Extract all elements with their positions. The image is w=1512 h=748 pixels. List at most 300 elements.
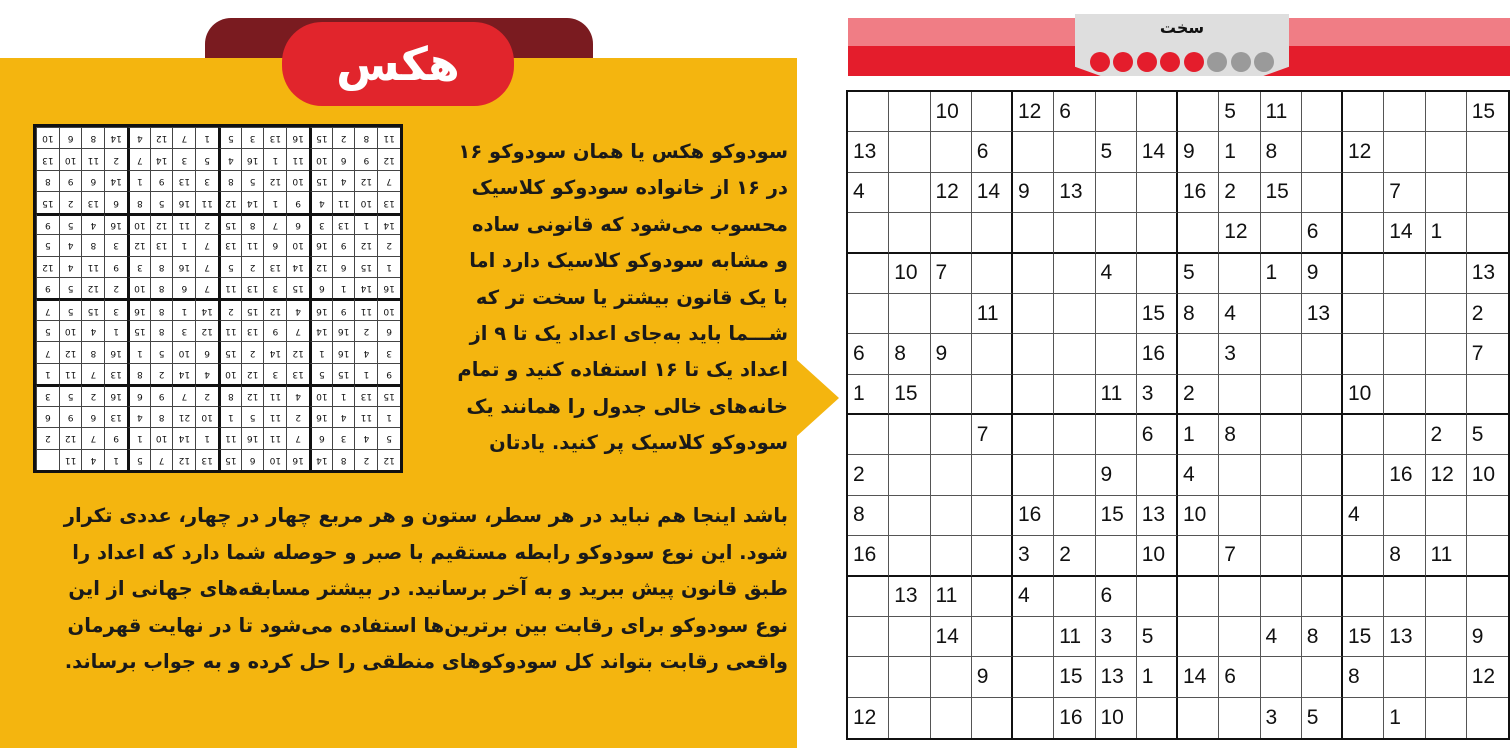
solution-cell: 8	[241, 213, 264, 234]
sudoku-cell[interactable]: 12	[1426, 455, 1467, 495]
sudoku-cell[interactable]	[1467, 698, 1508, 738]
sudoku-cell[interactable]	[1426, 617, 1467, 657]
sudoku-cell[interactable]	[931, 455, 972, 495]
sudoku-cell[interactable]	[1219, 496, 1260, 536]
solution-cell: 5	[218, 127, 241, 148]
sudoku-cell[interactable]: 10	[931, 92, 972, 132]
sudoku-cell[interactable]: 10	[1137, 536, 1178, 576]
sudoku-cell[interactable]	[1302, 132, 1343, 172]
sudoku-cell[interactable]: 8	[889, 334, 930, 374]
sudoku-cell[interactable]	[1426, 173, 1467, 213]
sudoku-cell[interactable]: 5	[1178, 254, 1219, 294]
sudoku-cell[interactable]	[972, 92, 1013, 132]
sudoku-cell[interactable]: 2	[848, 455, 889, 495]
sudoku-cell[interactable]	[1384, 132, 1425, 172]
solution-cell: 3	[173, 148, 196, 169]
sudoku-cell[interactable]: 10	[1096, 698, 1137, 738]
sudoku-cell[interactable]	[1013, 455, 1054, 495]
sudoku-cell[interactable]	[889, 415, 930, 455]
sudoku-cell[interactable]: 16	[1384, 455, 1425, 495]
sudoku-cell[interactable]	[1261, 657, 1302, 697]
sudoku-cell[interactable]	[1137, 173, 1178, 213]
sudoku-cell[interactable]	[1384, 294, 1425, 334]
sudoku-cell[interactable]: 6	[848, 334, 889, 374]
sudoku-cell[interactable]	[1013, 657, 1054, 697]
sudoku-cell[interactable]	[1343, 294, 1384, 334]
sudoku-cell[interactable]	[1096, 415, 1137, 455]
sudoku-cell[interactable]	[1219, 455, 1260, 495]
sudoku-cell[interactable]	[1261, 334, 1302, 374]
sudoku-cell[interactable]: 15	[1137, 294, 1178, 334]
sudoku-cell[interactable]: 11	[1426, 536, 1467, 576]
sudoku-cell[interactable]: 9	[1013, 173, 1054, 213]
sudoku-cell[interactable]: 13	[1054, 173, 1095, 213]
sudoku-cell[interactable]: 10	[1343, 375, 1384, 415]
sudoku-cell[interactable]	[848, 577, 889, 617]
sudoku-cell[interactable]: 3	[1096, 617, 1137, 657]
sudoku-cell[interactable]	[931, 496, 972, 536]
sudoku-cell[interactable]	[1426, 294, 1467, 334]
sudoku-cell[interactable]: 8	[1178, 294, 1219, 334]
article-line: باشد اینجا هم نباید در هر سطر، ستون و هر مربع چهار در چهار، عددی تکرار	[63, 504, 788, 527]
sudoku-cell[interactable]	[972, 617, 1013, 657]
sudoku-cell[interactable]: 13	[1302, 294, 1343, 334]
sudoku-cell[interactable]: 9	[1178, 132, 1219, 172]
sudoku-cell[interactable]: 14	[1178, 657, 1219, 697]
sudoku-cell[interactable]	[1302, 577, 1343, 617]
sudoku-cell[interactable]	[1013, 254, 1054, 294]
sudoku-cell[interactable]: 1	[1426, 213, 1467, 253]
sudoku-cell[interactable]	[1013, 334, 1054, 374]
sudoku-cell[interactable]: 5	[1219, 92, 1260, 132]
sudoku-cell[interactable]	[1384, 415, 1425, 455]
solution-cell: 7	[82, 363, 105, 384]
sudoku-cell[interactable]	[1302, 375, 1343, 415]
sudoku-cell[interactable]: 11	[1096, 375, 1137, 415]
sudoku-cell[interactable]	[889, 294, 930, 334]
sudoku-cell[interactable]	[1426, 577, 1467, 617]
sudoku-cell[interactable]	[1343, 536, 1384, 576]
sudoku-cell[interactable]: 13	[848, 132, 889, 172]
sudoku-cell[interactable]	[1302, 92, 1343, 132]
sudoku-cell[interactable]	[1426, 375, 1467, 415]
sudoku-cell[interactable]: 13	[889, 577, 930, 617]
solution-cell: 4	[82, 449, 105, 470]
sudoku-cell[interactable]: 15	[1467, 92, 1508, 132]
solution-cell: 7	[36, 341, 59, 362]
solution-cell: 5	[241, 170, 264, 191]
sudoku-cell[interactable]: 3	[1137, 375, 1178, 415]
sudoku-cell[interactable]	[1178, 617, 1219, 657]
sudoku-cell[interactable]: 5	[1302, 698, 1343, 738]
solution-cell: 1	[355, 213, 378, 234]
sudoku-cell[interactable]: 3	[1013, 536, 1054, 576]
sudoku-cell[interactable]: 8	[1384, 536, 1425, 576]
sudoku-cell[interactable]: 12	[931, 173, 972, 213]
sudoku-cell[interactable]	[972, 698, 1013, 738]
sudoku-cell[interactable]: 11	[1261, 92, 1302, 132]
sudoku-cell[interactable]: 2	[1178, 375, 1219, 415]
sudoku-cell[interactable]: 8	[1302, 617, 1343, 657]
sudoku-cell[interactable]: 9	[1467, 617, 1508, 657]
sudoku-cell[interactable]: 9	[931, 334, 972, 374]
sudoku-cell[interactable]: 10	[1178, 496, 1219, 536]
sudoku-cell[interactable]	[889, 617, 930, 657]
sudoku-cell[interactable]	[1178, 213, 1219, 253]
sudoku-cell[interactable]	[931, 132, 972, 172]
sudoku-cell[interactable]	[1178, 334, 1219, 374]
sudoku-cell[interactable]	[1054, 577, 1095, 617]
sudoku-cell[interactable]: 5	[1096, 132, 1137, 172]
sudoku-cell[interactable]	[1426, 254, 1467, 294]
sudoku-cell[interactable]: 1	[1384, 698, 1425, 738]
sudoku-cell[interactable]: 12	[848, 698, 889, 738]
sudoku-cell[interactable]	[1137, 254, 1178, 294]
sudoku-cell[interactable]: 2	[1467, 294, 1508, 334]
sudoku-cell[interactable]	[1096, 536, 1137, 576]
sudoku-cell[interactable]	[972, 536, 1013, 576]
sudoku-cell[interactable]	[931, 657, 972, 697]
sudoku-cell[interactable]: 5	[1137, 617, 1178, 657]
sudoku-cell[interactable]	[1219, 254, 1260, 294]
sudoku-cell[interactable]: 11	[931, 577, 972, 617]
sudoku-cell[interactable]	[1137, 698, 1178, 738]
sudoku-cell[interactable]	[889, 698, 930, 738]
sudoku-cell[interactable]	[1384, 496, 1425, 536]
sudoku-cell[interactable]	[1054, 415, 1095, 455]
sudoku-cell[interactable]	[1054, 213, 1095, 253]
sudoku-cell[interactable]	[1467, 375, 1508, 415]
sudoku-cell[interactable]	[848, 415, 889, 455]
sudoku-cell[interactable]: 6	[1054, 92, 1095, 132]
sudoku-cell[interactable]	[1343, 415, 1384, 455]
sudoku-cell[interactable]	[972, 496, 1013, 536]
solution-cell: 8	[150, 320, 173, 341]
sudoku-cell[interactable]	[848, 294, 889, 334]
solution-cell: 3	[195, 170, 218, 191]
solution-cell: 1	[195, 427, 218, 448]
sudoku-cell[interactable]	[1343, 577, 1384, 617]
sudoku-cell[interactable]: 3	[1219, 334, 1260, 374]
sudoku-cell[interactable]	[889, 657, 930, 697]
solution-cell: 2	[59, 191, 82, 212]
sudoku-cell[interactable]: 15	[889, 375, 930, 415]
sudoku-cell[interactable]	[1261, 577, 1302, 617]
sudoku-cell[interactable]	[1426, 92, 1467, 132]
sudoku-cell[interactable]	[1137, 213, 1178, 253]
sudoku-cell[interactable]	[1467, 173, 1508, 213]
solution-cell: 8	[82, 127, 105, 148]
sudoku-cell[interactable]	[1384, 577, 1425, 617]
solution-cell: 10	[309, 148, 332, 169]
sudoku-cell[interactable]: 6	[1096, 577, 1137, 617]
sudoku-cell[interactable]: 16	[848, 536, 889, 576]
sudoku-cell[interactable]	[1178, 577, 1219, 617]
solution-cell: 2	[355, 449, 378, 470]
sudoku-cell[interactable]	[1178, 698, 1219, 738]
sudoku-cell[interactable]	[1426, 496, 1467, 536]
sudoku-cell[interactable]: 12	[1219, 213, 1260, 253]
sudoku-cell[interactable]	[1137, 455, 1178, 495]
sudoku-cell[interactable]	[1013, 213, 1054, 253]
solution-cell: 16	[377, 277, 400, 298]
sudoku-cell[interactable]	[931, 375, 972, 415]
sudoku-cell[interactable]	[1302, 455, 1343, 495]
sudoku-cell[interactable]	[1343, 698, 1384, 738]
solution-cell: 6	[173, 277, 196, 298]
solution-cell: 2	[286, 406, 309, 427]
sudoku-cell[interactable]	[1137, 577, 1178, 617]
sudoku-cell[interactable]	[889, 455, 930, 495]
sudoku-cell[interactable]	[848, 657, 889, 697]
sudoku-cell[interactable]	[1096, 173, 1137, 213]
sudoku-cell[interactable]	[1219, 698, 1260, 738]
solution-cell: 1	[377, 406, 400, 427]
sudoku-cell[interactable]	[1384, 254, 1425, 294]
sudoku-cell[interactable]: 8	[1343, 657, 1384, 697]
sudoku-cell[interactable]	[889, 132, 930, 172]
sudoku-cell[interactable]	[1054, 132, 1095, 172]
sudoku-cell[interactable]	[889, 173, 930, 213]
solution-cell: 10	[36, 127, 59, 148]
sudoku-cell[interactable]	[889, 92, 930, 132]
sudoku-cell[interactable]	[1261, 415, 1302, 455]
sudoku-cell[interactable]	[1261, 496, 1302, 536]
solution-cell: 13	[241, 320, 264, 341]
sudoku-cell[interactable]: 1	[1137, 657, 1178, 697]
sudoku-cell[interactable]: 12	[1467, 657, 1508, 697]
sudoku-cell[interactable]	[1096, 334, 1137, 374]
sudoku-cell[interactable]: 8	[848, 496, 889, 536]
sudoku-cell[interactable]: 15	[1343, 617, 1384, 657]
sudoku-cell[interactable]: 4	[848, 173, 889, 213]
solution-cell: 11	[241, 234, 264, 255]
sudoku-cell[interactable]: 15	[1261, 173, 1302, 213]
sudoku-cell[interactable]: 4	[1261, 617, 1302, 657]
sudoku-cell[interactable]	[1343, 92, 1384, 132]
sudoku-cell[interactable]: 16	[1178, 173, 1219, 213]
sudoku-cell[interactable]: 16	[1013, 496, 1054, 536]
article-line: سودوکو هکس یا همان سودوکو ۱۶	[458, 140, 788, 163]
sudoku-cell[interactable]	[889, 213, 930, 253]
sudoku-cell[interactable]	[1302, 496, 1343, 536]
sudoku-cell[interactable]	[1013, 132, 1054, 172]
solution-cell: 14	[173, 427, 196, 448]
sudoku-cell[interactable]	[1054, 254, 1095, 294]
sudoku-cell[interactable]	[1178, 92, 1219, 132]
sudoku-cell[interactable]	[931, 536, 972, 576]
solution-cell: 4	[82, 213, 105, 234]
sudoku-cell[interactable]: 9	[1096, 455, 1137, 495]
sudoku-cell[interactable]	[1426, 334, 1467, 374]
sudoku-cell[interactable]: 6	[972, 132, 1013, 172]
sudoku-cell[interactable]: 13	[1137, 496, 1178, 536]
sudoku-cell[interactable]	[1261, 213, 1302, 253]
article-line: نوع سودوکو برای رقابت بین برترین‌ها استفاده می‌شود تا در نهایت قهرمان	[67, 613, 788, 637]
sudoku-cell[interactable]: 4	[1013, 577, 1054, 617]
sudoku-cell[interactable]	[1302, 536, 1343, 576]
sudoku-cell[interactable]	[1137, 92, 1178, 132]
sudoku-cell[interactable]	[848, 213, 889, 253]
sudoku-cell[interactable]: 13	[1096, 657, 1137, 697]
sudoku-cell[interactable]: 7	[931, 254, 972, 294]
sudoku-cell[interactable]	[1013, 617, 1054, 657]
sudoku-cell[interactable]	[972, 455, 1013, 495]
sudoku-cell[interactable]	[1096, 213, 1137, 253]
sudoku-cell[interactable]	[1261, 455, 1302, 495]
sudoku-cell[interactable]: 7	[1219, 536, 1260, 576]
sudoku-cell[interactable]	[889, 496, 930, 536]
sudoku-cell[interactable]	[1384, 375, 1425, 415]
sudoku-cell[interactable]: 13	[1384, 617, 1425, 657]
solution-cell: 8	[150, 277, 173, 298]
sudoku-cell[interactable]	[1302, 334, 1343, 374]
sudoku-cell[interactable]: 4	[1178, 455, 1219, 495]
sudoku-cell[interactable]: 15	[1054, 657, 1095, 697]
solution-cell: 1	[195, 127, 218, 148]
solution-cell: 1	[264, 148, 287, 169]
sudoku-cell[interactable]	[1261, 375, 1302, 415]
sudoku-cell[interactable]: 7	[1467, 334, 1508, 374]
solution-cell: 1	[104, 320, 127, 341]
sudoku-cell[interactable]: 11	[1054, 617, 1095, 657]
sudoku-cell[interactable]	[1261, 294, 1302, 334]
solution-cell: 13	[82, 191, 105, 212]
sudoku-cell[interactable]	[1343, 334, 1384, 374]
sudoku-cell[interactable]	[1384, 92, 1425, 132]
sudoku-cell[interactable]	[1302, 415, 1343, 455]
solution-cell: 1	[36, 363, 59, 384]
sudoku-cell[interactable]: 9	[1302, 254, 1343, 294]
article-line: و مشابه سودوکو کلاسیک دارد اما	[469, 249, 788, 273]
solution-cell: 15	[332, 363, 355, 384]
sudoku-cell[interactable]	[1013, 698, 1054, 738]
sudoku-cell[interactable]: 12	[1343, 132, 1384, 172]
sudoku-cell[interactable]	[931, 415, 972, 455]
solution-cell: 6	[377, 320, 400, 341]
sudoku-cell[interactable]: 8	[1261, 132, 1302, 172]
sudoku-cell[interactable]	[1467, 536, 1508, 576]
sudoku-cell[interactable]	[1467, 213, 1508, 253]
sudoku-cell[interactable]	[848, 617, 889, 657]
sudoku-cell[interactable]	[931, 294, 972, 334]
sudoku-cell[interactable]: 14	[931, 617, 972, 657]
sudoku-cell[interactable]: 1	[1219, 132, 1260, 172]
sudoku-cell[interactable]	[1302, 657, 1343, 697]
sudoku-cell[interactable]	[1261, 536, 1302, 576]
sudoku-cell[interactable]	[972, 254, 1013, 294]
sudoku-cell[interactable]: 15	[1096, 496, 1137, 536]
sudoku-cell[interactable]: 10	[889, 254, 930, 294]
solution-cell: 16	[104, 384, 127, 405]
sudoku-cell[interactable]	[931, 213, 972, 253]
solution-cell: 5	[150, 341, 173, 362]
sudoku-cell[interactable]	[1013, 415, 1054, 455]
sudoku-cell[interactable]	[1384, 657, 1425, 697]
sudoku-cell[interactable]: 16	[1137, 334, 1178, 374]
sudoku-cell[interactable]: 9	[972, 657, 1013, 697]
sudoku-cell[interactable]	[1013, 294, 1054, 334]
sudoku-cell[interactable]	[1178, 536, 1219, 576]
sudoku-cell[interactable]: 16	[1054, 698, 1095, 738]
sudoku-cell[interactable]	[1343, 213, 1384, 253]
sudoku-cell[interactable]	[931, 698, 972, 738]
sudoku-cell[interactable]: 1	[848, 375, 889, 415]
sudoku-cell[interactable]	[1054, 455, 1095, 495]
sudoku-cell[interactable]	[1219, 577, 1260, 617]
sudoku-cell[interactable]: 4	[1096, 254, 1137, 294]
sudoku-cell[interactable]	[1219, 617, 1260, 657]
sudoku-cell[interactable]: 14	[972, 173, 1013, 213]
sudoku-cell[interactable]: 11	[972, 294, 1013, 334]
sudoku-cell[interactable]	[1302, 173, 1343, 213]
sudoku-cell[interactable]: 8	[1219, 415, 1260, 455]
sudoku-cell[interactable]	[972, 213, 1013, 253]
sudoku-cell[interactable]: 6	[1137, 415, 1178, 455]
solution-cell: 9	[36, 277, 59, 298]
sudoku-cell[interactable]: 2	[1054, 536, 1095, 576]
sudoku-cell[interactable]	[1096, 294, 1137, 334]
sudoku-cell[interactable]: 1	[1261, 254, 1302, 294]
solution-cell: 10	[264, 449, 287, 470]
sudoku-cell[interactable]	[1467, 577, 1508, 617]
sudoku-cell[interactable]: 5	[1467, 415, 1508, 455]
sudoku-cell[interactable]	[1426, 657, 1467, 697]
sudoku-cell[interactable]	[1343, 173, 1384, 213]
sudoku-cell[interactable]: 6	[1219, 657, 1260, 697]
sudoku-cell[interactable]	[1054, 294, 1095, 334]
sudoku-cell[interactable]	[1384, 334, 1425, 374]
sudoku-cell[interactable]	[889, 536, 930, 576]
sudoku-cell[interactable]: 6	[1302, 213, 1343, 253]
sudoku-cell[interactable]	[1096, 92, 1137, 132]
sudoku-cell[interactable]	[1219, 375, 1260, 415]
sudoku-cell[interactable]: 3	[1261, 698, 1302, 738]
sudoku-cell[interactable]	[1054, 496, 1095, 536]
sudoku-cell[interactable]: 4	[1219, 294, 1260, 334]
sudoku-cell[interactable]: 12	[1013, 92, 1054, 132]
sudoku-cell[interactable]: 2	[1219, 173, 1260, 213]
sudoku-cell[interactable]	[1343, 455, 1384, 495]
sudoku-cell[interactable]: 13	[1467, 254, 1508, 294]
sudoku-cell[interactable]	[972, 577, 1013, 617]
sudoku-cell[interactable]: 1	[1178, 415, 1219, 455]
sudoku-cell[interactable]	[848, 92, 889, 132]
sudoku-cell[interactable]	[1426, 132, 1467, 172]
sudoku-cell[interactable]: 2	[1426, 415, 1467, 455]
sudoku-cell[interactable]	[1013, 375, 1054, 415]
sudoku-cell[interactable]: 7	[972, 415, 1013, 455]
sudoku-cell[interactable]	[1054, 334, 1095, 374]
solution-cell: 12	[355, 234, 378, 255]
sudoku-cell[interactable]: 4	[1343, 496, 1384, 536]
sudoku-cell[interactable]: 14	[1137, 132, 1178, 172]
title-badge	[282, 22, 514, 106]
sudoku-cell[interactable]	[1426, 698, 1467, 738]
sudoku-cell[interactable]: 10	[1467, 455, 1508, 495]
sudoku-cell[interactable]	[972, 375, 1013, 415]
solution-cell: 13	[195, 449, 218, 470]
solution-cell: 2	[195, 384, 218, 405]
sudoku-cell[interactable]	[1054, 375, 1095, 415]
sudoku-cell[interactable]: 7	[1384, 173, 1425, 213]
sudoku-cell[interactable]: 14	[1384, 213, 1425, 253]
sudoku-cell[interactable]	[972, 334, 1013, 374]
sudoku-cell[interactable]	[1467, 132, 1508, 172]
sudoku-cell[interactable]	[848, 254, 889, 294]
sudoku-cell[interactable]	[1467, 496, 1508, 536]
sudoku-cell[interactable]	[1343, 254, 1384, 294]
